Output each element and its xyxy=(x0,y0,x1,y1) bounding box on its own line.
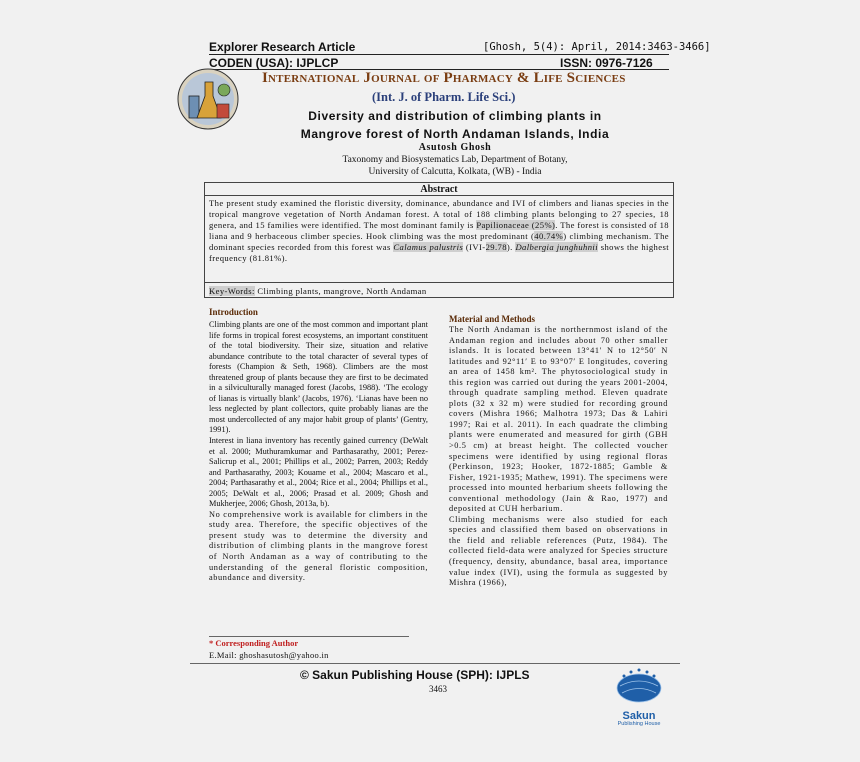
globe-icon xyxy=(600,666,678,706)
citation: [Ghosh, 5(4): April, 2014:3463-3466] xyxy=(483,41,711,53)
logo-word: Sakun xyxy=(622,710,656,722)
journal-title: International Journal of Pharmacy & Life Sciences xyxy=(262,70,626,86)
keywords xyxy=(209,286,427,296)
abstract-highlight: Dalbergia junghuhnii xyxy=(515,242,599,252)
article-type: Explorer Research Article xyxy=(209,40,356,54)
title-line-2: Mangrove forest of North Andaman Islands, India xyxy=(300,127,610,141)
intro-paragraph: Interest in liana inventory has recently gained currency (DeWalt et al. 2000; Muthuramkumar and Parthasarathy, 2001; Perez- Salicrup et al., 2001; Phillips et al., 2002; Parren, 2003; Reddy and Parthasarathy, 2003; Kouame et al., 2004; Mascaro et al., 2004; Parthasarathy et al., 2004; Rice et al., 2004; Phillips et al., 2005; DeWalt et al., 2006; Prasad et al. 2009; Ghosh and Mukherjee, 2006; Ghosh, 2013a, b). xyxy=(209,436,428,509)
abstract-highlight: Papilionaceae (25%) xyxy=(476,220,556,230)
affil-line-2: University of Calcutta, Kolkata, (WB) - India xyxy=(368,167,542,177)
abstract-heading: Abstract xyxy=(420,184,458,195)
abstract-head-rule xyxy=(204,195,674,196)
abstract-seg: ). xyxy=(506,242,516,252)
abstract-highlight: 29.78 xyxy=(485,242,507,252)
affil-line-1: Taxonomy and Biosystematics Lab, Department of Botany, xyxy=(342,155,568,165)
abstract-seg: ) climbing mechanism. The dominant species recorded from this forest was xyxy=(209,231,669,252)
abstract-seg: . The forest is consisted of 18 liana and 9 herbaceous climber species. Hook climbing was the most predominant ( xyxy=(209,220,669,241)
intro-paragraph: Climbing plants are one of the most common and important plant life forms in tropical forest ecosystems, an important constituent of the total biodiversity. Their size, situation and relative abundance contribute to the total character of several types of forests (Champion & Seth, 1968). Climbers are the most threatened group of plants because they are first to be decimated in a silviculturally managed forest (Jacobs, 1988). ‘The ecology of lianas is virtually blank’ (Jacobs, 1976). ‘Lianas have been no less neglected by plant collectors, quite probably lianas are the most undercollected of any major habit group of plants’ (Gentry, 1991). xyxy=(209,320,428,435)
methods-paragraph: The North Andaman is the northernmost island of the Andaman region and includes about 70 other smaller islands. It is located between 13°41′ N to 12°50′ N latitudes and 92°11′ E to 93°07′ E longitudes, covering an area of 1458 km². The phytosociological study in this region was carried out during the years 2001-2004, through quadrate sampling method. Eleven quadrate plots (32 x 32 m) were studied for recording ground covers (Mishra 1966; Malhotra 1973; Das & Lahiri 1997; Rai et al. 2011). In each quadrate the climbing plants were enumerated and measured for girth (GBH >0.5 cm) at breast height. The collected voucher specimens were identified by using regional floras (Perkinson, 1923; Hooker, 1872-1885; Gamble & Fisher, 1921-1935; Mathew, 1991). The specimens were processed into mounted herbarium sheets following the conventional methodology (Jain & Rao, 1977) and deposited at CUH herbarium. xyxy=(449,325,668,514)
issn: ISSN: 0976-7126 xyxy=(560,56,653,70)
page-number: 3463 xyxy=(429,684,447,694)
journal-abbrev: (Int. J. of Pharm. Life Sci.) xyxy=(372,90,516,104)
intro-body xyxy=(209,320,428,584)
keywords-text: Climbing plants, mangrove, North Andaman xyxy=(254,286,427,296)
author-name: Asutosh Ghosh xyxy=(418,142,492,153)
keywords-rule xyxy=(204,282,674,283)
title-line-1: Diversity and distribution of climbing plants in xyxy=(308,109,602,123)
methods-body xyxy=(449,325,668,589)
abstract-seg: (IVI- xyxy=(463,242,486,252)
article-title xyxy=(230,107,680,143)
footnote-rule xyxy=(209,636,409,637)
methods-heading: Material and Methods xyxy=(449,314,535,324)
intro-paragraph: No comprehensive work is available for climbers in the study area. Therefore, the specific objectives of the present study was to determine the diversity and distribution of climbing plants in the mangrove forest of North Andaman as a way of contributing to the understanding of the general floristic composition, abundance and diversity. xyxy=(209,509,428,583)
coden: CODEN (USA): IJPLCP xyxy=(209,56,339,70)
methods-paragraph: Climbing mechanisms were also studied for each species and classified them based on observations in the field and reliable references (Putz, 1984). The collected field-data were analyzed for Species structure (frequency, density, abundance, basal area, importance value index (IVI), using the formula as suggested by Mishra (1966), xyxy=(449,514,668,588)
keywords-label: Key-Words: xyxy=(209,286,255,296)
header-rule-top xyxy=(209,54,669,55)
logo-sub: Publishing House xyxy=(617,721,661,727)
abstract-highlight: 40.74% xyxy=(534,231,564,241)
abstract-seg: The present study examined the floristic diversity, dominance, abundance and IVI of climbers and lianas species in the tropical mangrove vegetation of North Andaman forest. A total of 188 climbing plants belonging to 27 species, 18 genera, and 15 families were identified. The most dominant family is xyxy=(209,198,669,230)
corresponding-author-label: * Corresponding Author xyxy=(209,638,299,648)
affiliation xyxy=(230,154,680,178)
abstract-seg: shows the highest frequency (81.81%). xyxy=(209,242,669,263)
author-email: E.Mail: ghoshasutosh@yahoo.in xyxy=(209,650,329,660)
abstract-text xyxy=(209,198,669,264)
publisher-logo xyxy=(600,666,678,727)
footer-rule xyxy=(190,663,680,664)
intro-heading: Introduction xyxy=(209,307,258,317)
footer-publisher: © Sakun Publishing House (SPH): IJPLS xyxy=(300,668,530,682)
abstract-highlight: Calamus palustris xyxy=(393,242,464,252)
